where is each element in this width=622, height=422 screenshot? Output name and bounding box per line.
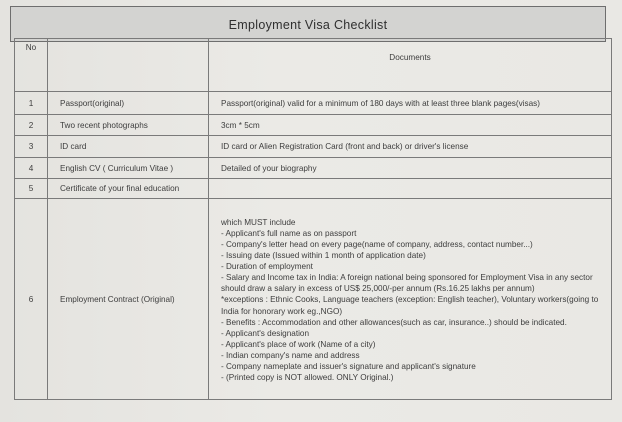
table-row bbox=[15, 179, 612, 199]
row-item: Passport(original) bbox=[48, 92, 209, 115]
table-row bbox=[15, 136, 612, 158]
row-number: 5 bbox=[15, 179, 48, 199]
row-item: Employment Contract (Original) bbox=[48, 199, 209, 400]
checklist-table bbox=[14, 38, 612, 400]
requirement-line: - Duration of employment bbox=[221, 262, 313, 272]
row-document: Detailed of your biography bbox=[209, 158, 612, 179]
contract-requirements-list bbox=[221, 215, 611, 383]
row-item: Certificate of your final education bbox=[48, 179, 209, 199]
page-title: Employment Visa Checklist bbox=[10, 6, 606, 42]
requirement-line: India for honorary work eg.,NGO) bbox=[221, 306, 343, 316]
row-number: 6 bbox=[15, 199, 48, 400]
row-document bbox=[209, 179, 612, 199]
requirement-line: - Salary and Income tax in India: A foreign national being sponsored for Employment Visa in any sector bbox=[221, 273, 593, 283]
table-row bbox=[15, 158, 612, 179]
requirement-line: - Company nameplate and issuer's signature and applicant's signature bbox=[221, 362, 476, 372]
table-header-row bbox=[15, 39, 612, 92]
requirement-line: - (Printed copy is NOT allowed. ONLY Original.) bbox=[221, 373, 394, 383]
requirement-line: - Company's letter head on every page(name of company, address, contact number...) bbox=[221, 239, 533, 249]
row-item: Two recent photographs bbox=[48, 115, 209, 136]
row-number: 3 bbox=[15, 136, 48, 158]
row-number: 4 bbox=[15, 158, 48, 179]
requirement-line: - Indian company's name and address bbox=[221, 350, 360, 360]
header-item bbox=[48, 39, 209, 92]
row-document bbox=[209, 199, 612, 400]
requirement-line: which MUST include bbox=[221, 217, 296, 227]
row-number: 1 bbox=[15, 92, 48, 115]
header-documents: Documents bbox=[209, 39, 612, 92]
header-no: No bbox=[15, 39, 48, 92]
table-row bbox=[15, 199, 612, 400]
requirement-line: - Applicant's full name as on passport bbox=[221, 228, 357, 238]
requirement-line: should draw a salary in excess of US$ 25,000/-per annum (Rs.16.25 lakhs per annum) bbox=[221, 284, 535, 294]
requirement-line: - Applicant's place of work (Name of a city) bbox=[221, 339, 376, 349]
requirement-line: - Applicant's designation bbox=[221, 328, 310, 338]
row-document: Passport(original) valid for a minimum of 180 days with at least three blank pages(visas) bbox=[209, 92, 612, 115]
row-document: 3cm * 5cm bbox=[209, 115, 612, 136]
requirement-line: - Benefits : Accommodation and other allowances(such as car, insurance..) should be indicated. bbox=[221, 317, 567, 327]
row-item: English CV ( Curriculum Vitae ) bbox=[48, 158, 209, 179]
row-item: ID card bbox=[48, 136, 209, 158]
requirement-line: - Issuing date (Issued within 1 month of application date) bbox=[221, 251, 426, 261]
table-row bbox=[15, 92, 612, 115]
table-row bbox=[15, 115, 612, 136]
row-number: 2 bbox=[15, 115, 48, 136]
row-document: ID card or Alien Registration Card (front and back) or driver's license bbox=[209, 136, 612, 158]
requirement-line: *exceptions : Ethnic Cooks, Language teachers (exception: English teacher), Voluntary workers(going to bbox=[221, 295, 599, 305]
